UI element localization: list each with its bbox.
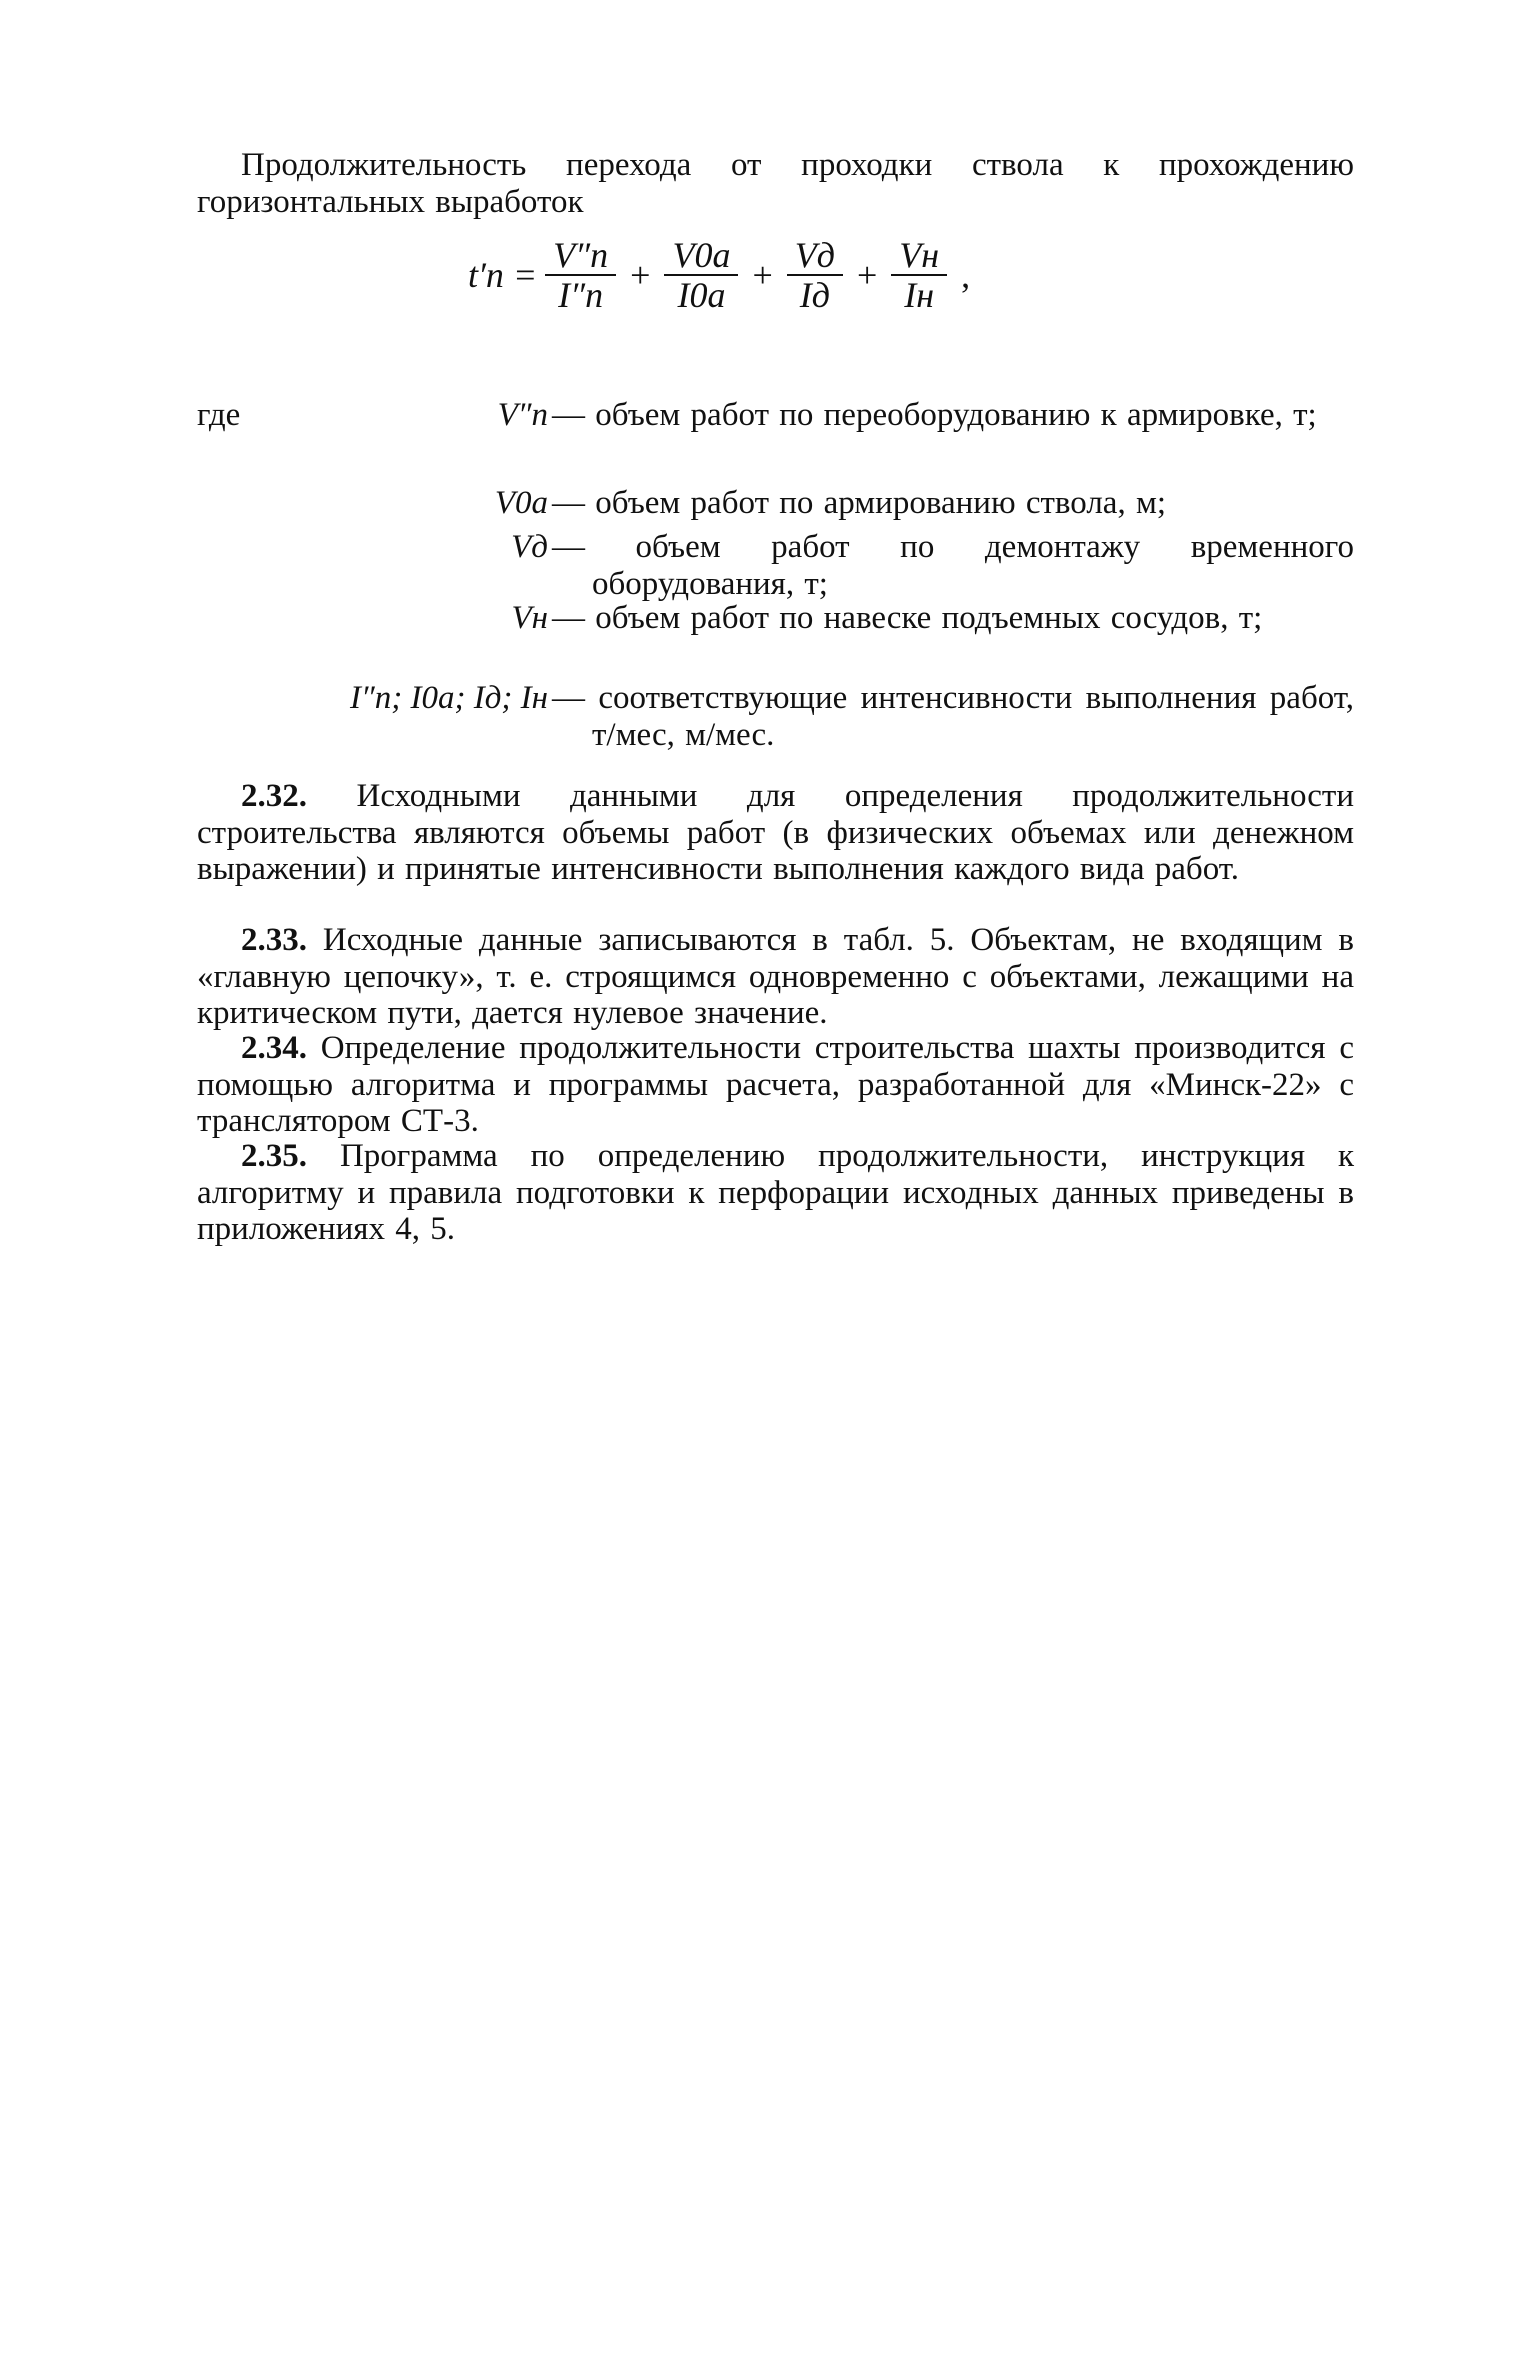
plus-sign: +: [630, 255, 651, 295]
formula-term: [891, 236, 947, 314]
paragraph-text: Программа по определению продолжительности, инструкция к алгоритму и правила подготовки к перфорации исходных данных приведены в приложениях 4, 5.: [197, 1138, 1355, 1247]
definition-symbol: V″п: [497, 397, 548, 433]
paragraph-text: Исходными данными для определения продолжительности строительства являются объемы работ (в физических объемах или денежном выражении) и принятые интенсивности выполнения каждого вида работ.: [197, 778, 1355, 887]
definition-text: — соответствующие интенсивности выполнения работ, т/мес, м/мес.: [552, 680, 1354, 753]
formula-denominator: Iн: [904, 275, 935, 315]
formula-denominator: Iд: [799, 275, 830, 315]
intro-paragraph: Продолжительность перехода от проходки ствола к прохождению горизонтальных выработок: [197, 147, 1354, 220]
paragraph-number: 2.35.: [241, 1138, 307, 1174]
paragraph-number: 2.33.: [241, 922, 307, 958]
paragraph-2-34: [197, 1030, 1354, 1140]
paragraph-2-35: [197, 1138, 1354, 1248]
paragraph-text: Исходные данные записываются в табл. 5. Объектам, не входящим в «главную цепочку», т. е. строящимся одновременно с объектами, лежащими на критическом пути, дается нулевое значение.: [197, 922, 1354, 1031]
formula-term: [664, 236, 738, 314]
formula-denominator: I0а: [677, 275, 726, 315]
definition-symbol: V0а: [494, 485, 548, 521]
plus-sign: +: [856, 255, 878, 295]
where-label: где: [197, 397, 241, 433]
paragraph-2-32: [197, 778, 1354, 888]
plus-sign: +: [752, 255, 773, 295]
definition-text: — объем работ по переоборудованию к армировке, т;: [552, 397, 1317, 433]
formula-comma: ,: [961, 255, 971, 295]
formula-numerator: V0а: [672, 235, 731, 275]
paragraph-2-33: [197, 922, 1354, 1032]
formula-numerator: V″п: [553, 235, 609, 275]
definition-text: — объем работ по навеске подъемных сосудов, т;: [552, 600, 1263, 636]
formula-term: [787, 236, 843, 314]
duration-formula: [468, 236, 976, 314]
formula-term: [545, 236, 616, 314]
definition-symbol: Vн: [511, 600, 548, 636]
definition-text: — объем работ по армированию ствола, м;: [552, 485, 1167, 521]
formula-denominator: I″п: [558, 275, 604, 315]
formula-numerator: Vн: [899, 235, 940, 275]
definition-text: — объем работ по демонтажу временного оборудования, т;: [552, 529, 1354, 602]
paragraph-number: 2.34.: [241, 1030, 307, 1066]
definition-symbol: Vд: [511, 529, 548, 565]
definition-symbol: I″п; I0а; Iд; Iн: [350, 680, 548, 716]
formula-lhs: t′п =: [468, 255, 538, 295]
paragraph-number: 2.32.: [241, 778, 307, 814]
paragraph-text: Определение продолжительности строительства шахты производится с помощью алгоритма и программы расчета, разработанной для «Минск-22» с транслятором СТ-3.: [197, 1030, 1354, 1139]
formula-numerator: Vд: [794, 235, 835, 275]
